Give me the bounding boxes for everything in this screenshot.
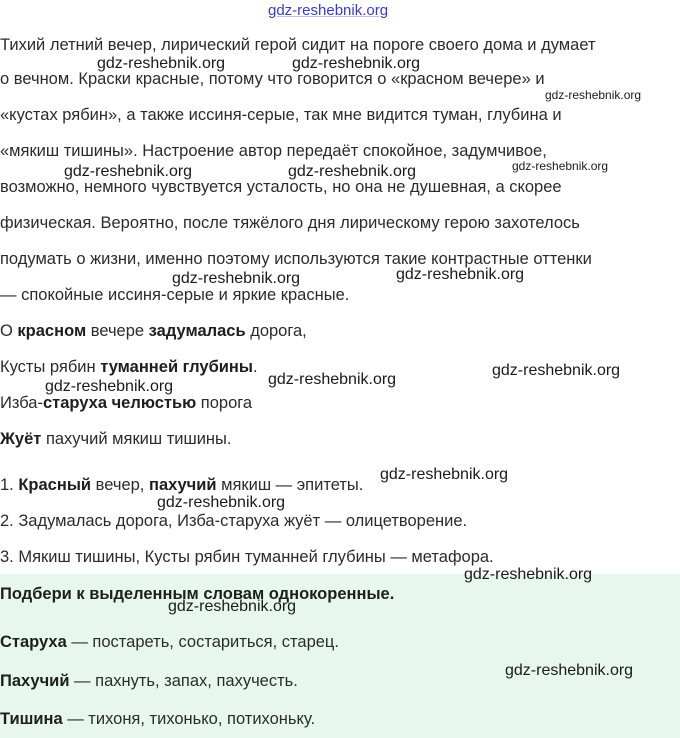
paragraph-line: Тихий летний вечер, лирический герой сидит на пороге своего дома и думает (0, 36, 596, 54)
watermark: gdz-reshebnik.org (380, 466, 509, 483)
paragraph-line: «мякиш тишины». Настроение автор передаёт спокойное, задумчивое, (0, 142, 547, 160)
watermark: gdz-reshebnik.org (464, 566, 593, 583)
poem-line: Изба-старуха челюстью порога (0, 394, 253, 412)
paragraph-line: о вечном. Краски красные, потому что говорится о «красном вечере» и (0, 70, 545, 88)
paragraph-line: физическая. Вероятно, после тяжёлого дня лирическому герою захотелось (0, 214, 580, 232)
paragraph-line: подумать о жизни, именно поэтому используются такие контрастные оттенки (0, 250, 592, 268)
poem-line: Кусты рябин туманней глубины. (0, 358, 258, 376)
watermark: gdz-reshebnik.org (268, 371, 397, 388)
watermark: gdz-reshebnik.org (505, 662, 634, 679)
watermark: gdz-reshebnik.org (97, 55, 226, 72)
watermark: gdz-reshebnik.org (168, 598, 297, 615)
watermark: gdz-reshebnik.org (396, 266, 525, 283)
watermark: gdz-reshebnik.org (288, 163, 417, 180)
task-row: Старуха — постареть, состариться, старец. (0, 633, 339, 651)
list-item: 1. Красный вечер, пахучий мякиш — эпитеты. (0, 476, 364, 494)
watermark: gdz-reshebnik.org (292, 55, 421, 72)
poem-line: О красном вечере задумалась дорога, (0, 322, 307, 340)
paragraph-line: «кустах рябин», а также иссиня-серые, так мне видится туман, глубина и (0, 106, 562, 124)
list-item: 3. Мякиш тишины, Кусты рябин туманней глубины — метафора. (0, 548, 494, 566)
watermark: gdz-reshebnik.org (157, 494, 286, 511)
watermark: gdz-reshebnik.org (512, 159, 609, 173)
paragraph-line: возможно, немного чувствуется усталость, но она не душевная, а скорее (0, 178, 562, 196)
watermark: gdz-reshebnik.org (492, 362, 621, 379)
paragraph-line: — спокойные иссиня-серые и яркие красные. (0, 286, 350, 304)
watermark: gdz-reshebnik.org (545, 88, 642, 102)
poem-line: Жуёт пахучий мякиш тишины. (0, 430, 232, 448)
list-item: 2. Задумалась дорога, Изба-старуха жуёт — олицетворение. (0, 512, 468, 530)
site-link[interactable]: gdz-reshebnik.org (268, 2, 389, 19)
task-row: Пахучий — пахнуть, запах, пахучесть. (0, 672, 298, 690)
watermark: gdz-reshebnik.org (45, 378, 174, 395)
task-row: Тишина — тихоня, тихонько, потихоньку. (0, 710, 316, 728)
watermark: gdz-reshebnik.org (172, 270, 301, 287)
task-heading: Подбери к выделенным словам однокоренные. (0, 585, 395, 603)
watermark: gdz-reshebnik.org (64, 163, 193, 180)
